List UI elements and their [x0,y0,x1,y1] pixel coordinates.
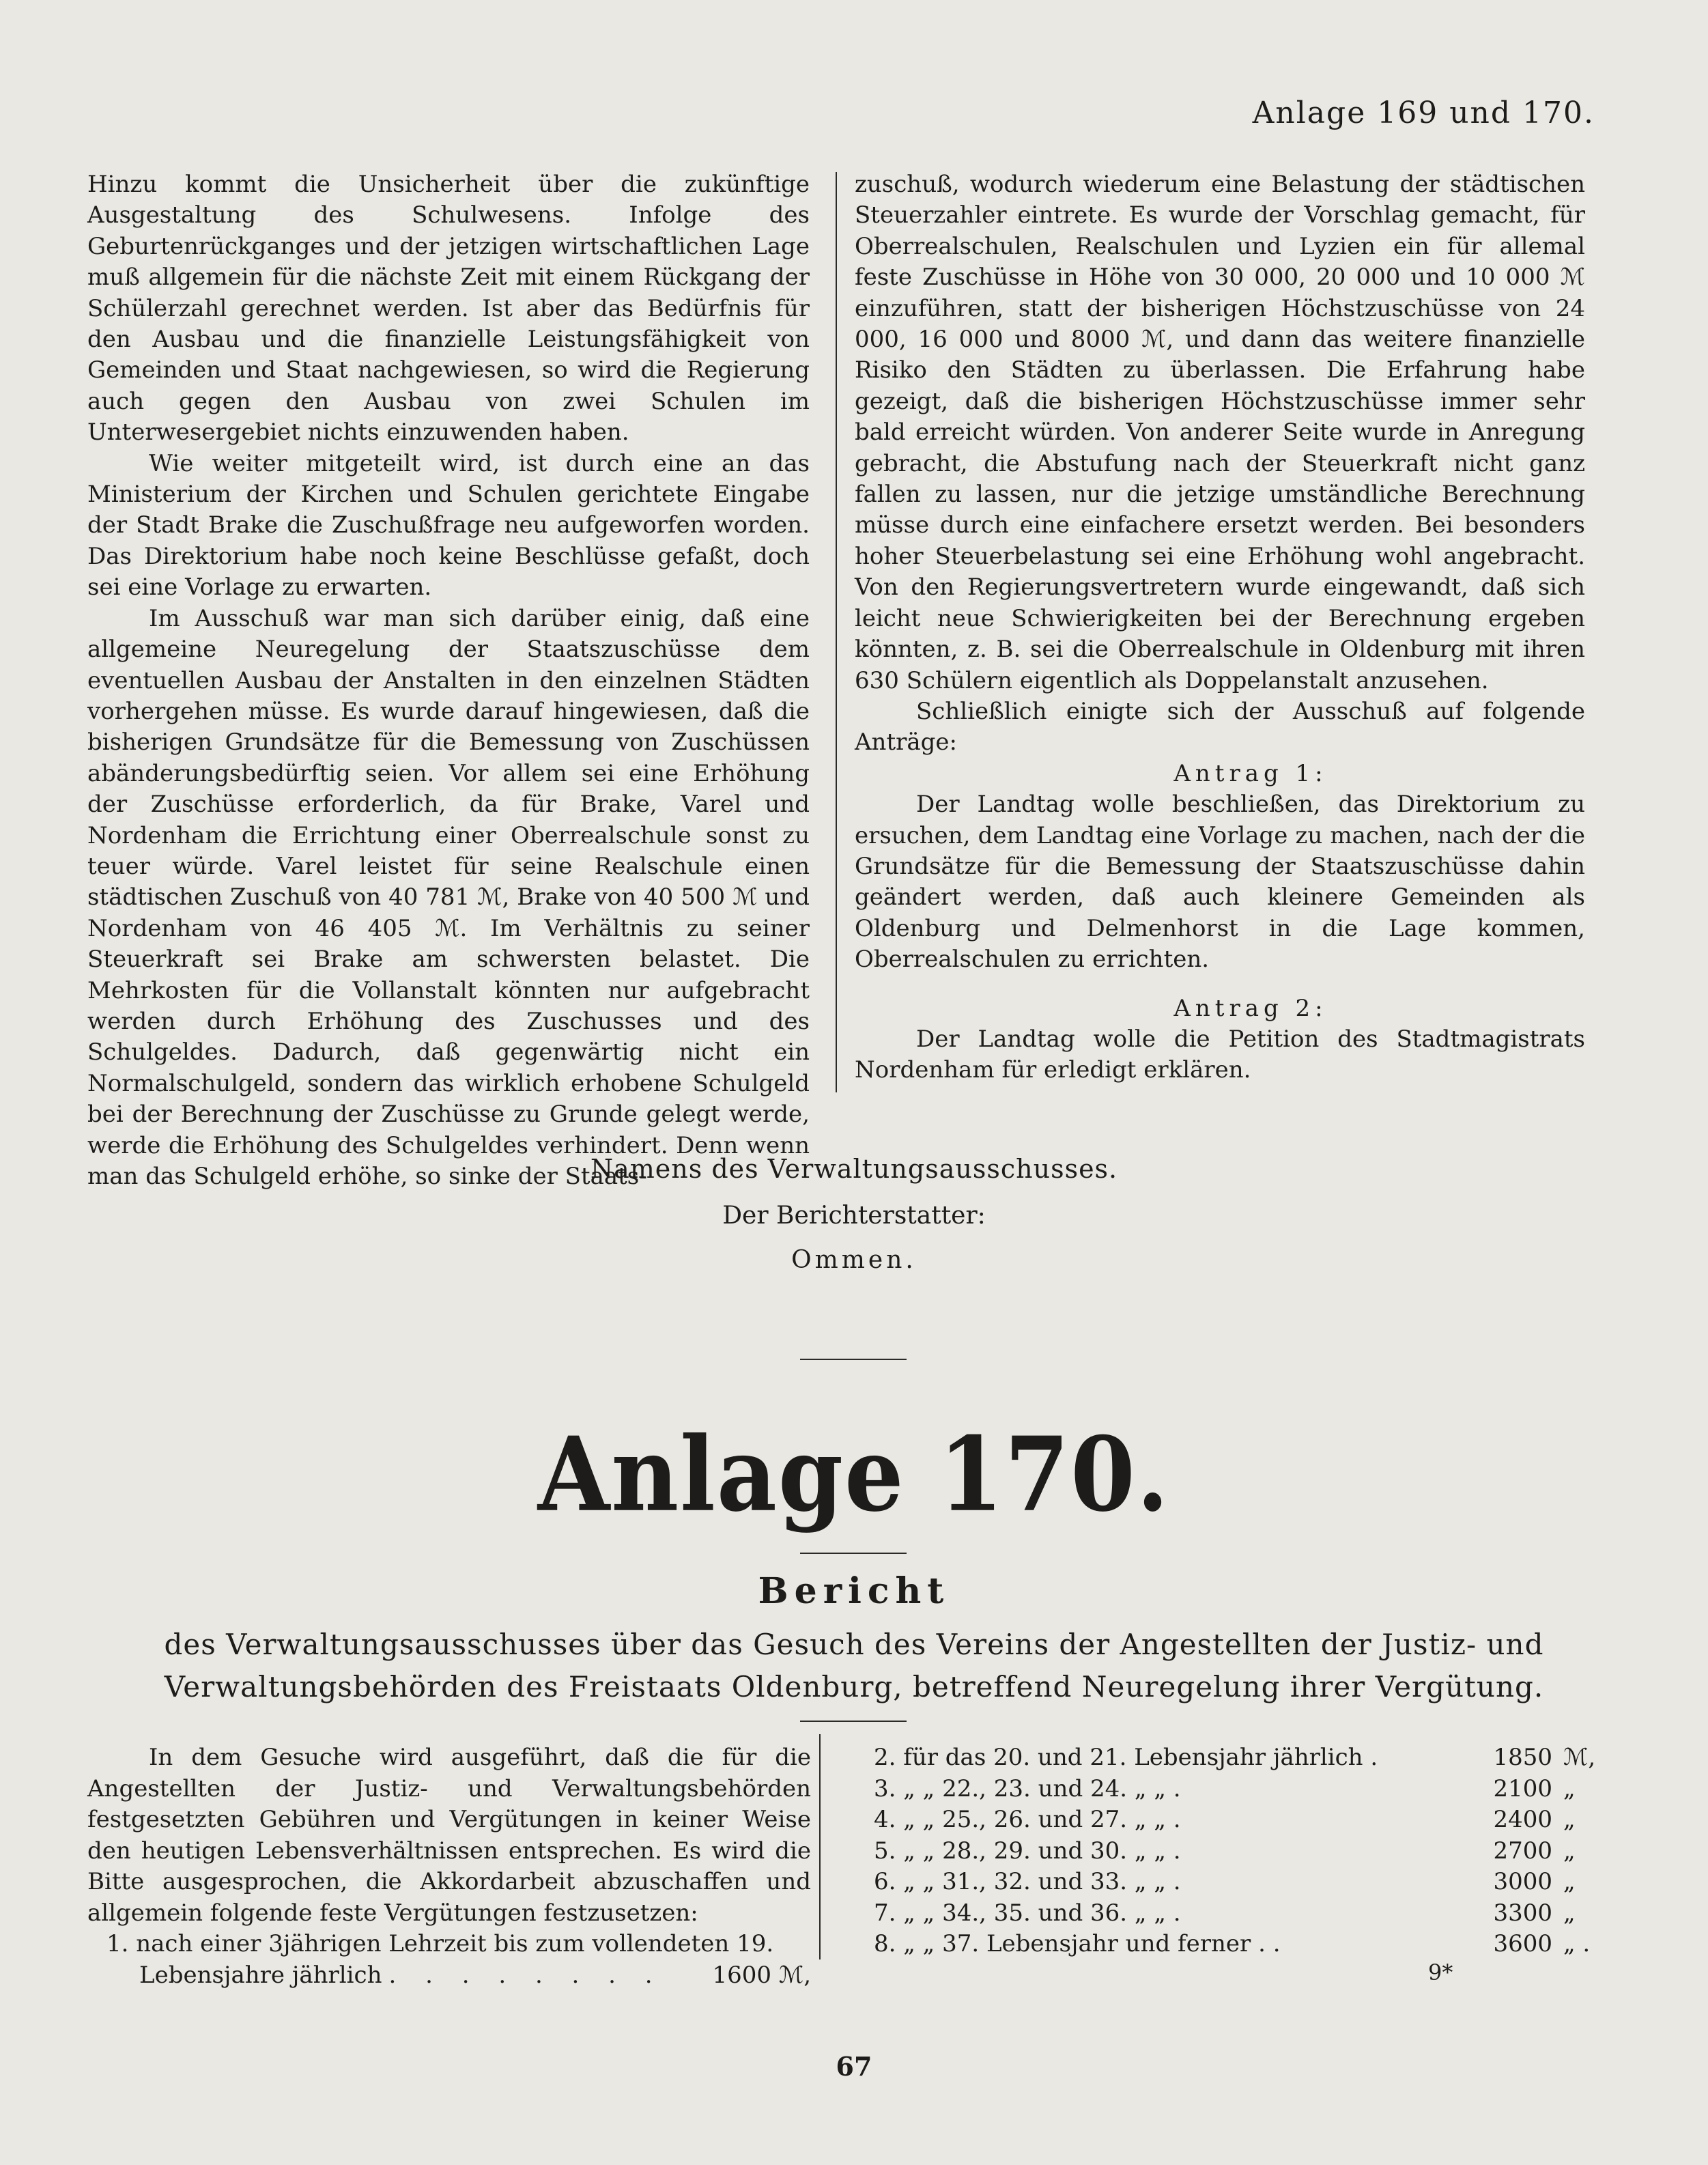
wage-unit: „ [1563,1774,1576,1802]
column-divider [819,1734,821,1959]
wage-item-1-continuation [87,1960,811,1992]
wage-label: 7. „ „ 34., 35. und 36. „ „ . [874,1899,1181,1927]
page-number: 67 [836,2051,872,2082]
wage-label: 4. „ „ 25., 26. und 27. „ „ . [874,1806,1181,1833]
paragraph: Schließlich einigte sich der Ausschuß auf folgende Anträge: [855,697,1585,756]
wage-label: 5. „ „ 28., 29. und 30. „ „ . [874,1837,1181,1865]
wage-amount: 3600 [1493,1930,1552,1957]
intro-paragraph: In dem Gesuche wird ausgeführt, daß die für die Angestellten der Justiz- und Verwaltungsbehörden festgesetzten Gebühren und Vergütungen in keiner Weise den heutigen Lebensverhältnissen entsprechen. Es wird die Bitte ausgesprochen, die Akkordarbeit abzuschaffen und allgemein folgende feste Vergütungen festzusetzen: [87,1744,811,1927]
wage-item-1-label: Lebensjahre jährlich [139,1961,382,1989]
leader-dots: . . . . . . . . [388,1961,664,1989]
wage-label: 3. „ „ 22., 23. und 24. „ „ . [874,1774,1181,1802]
paragraph: zuschuß, wodurch wiederum eine Belastung der städtischen Steuerzahler eintrete. Es wurde der Vorschlag gemacht, für Oberrealschulen, Realschulen und Lyzien ein für allemal feste Zuschüsse in Höhe von 30 000, 20 000 und 10 000 ℳ einzuführen, statt der bisherigen Höchstzuschüsse von 24 000, 16 000 und 8000 ℳ, und dann das weitere finanzielle Risiko den Städten zu überlassen. Die Erfahrung habe gezeigt, daß die bisherigen Höchstzuschüsse immer sehr bald erreicht würden. Von anderer Seite wurde in Anregung gebracht, die Abstufung nach der Steuerkraft nicht ganz fallen zu lassen, nur die jetzige umständliche Berechnung müsse durch eine einfachere ersetzt werden. Bei besonders hoher Steuerbelastung sei eine Erhöhung wohl angebracht. Von den Regierungsvertretern wurde eingewandt, daß sich leicht neue Schwierigkeiten bei der Berechnung ergeben könnten, z. B. sei die Oberrealschule in Oldenburg mit ihren 630 Schülern eigentlich als Doppelanstalt anzusehen. [855,171,1585,694]
paragraph: Wie weiter mitgeteilt wird, ist durch eine an das Ministerium der Kirchen und Schulen gerichtete Eingabe der Stadt Brake die Zuschußfrage neu aufgeworfen worden. Das Direktorium habe noch keine Beschlüsse gefaßt, doch sei eine Vorlage zu erwarten. [87,449,810,602]
wage-row [874,1898,1597,1929]
signature-name: Ommen. [791,1246,917,1274]
wage-unit: „ [1563,1806,1576,1833]
section-separator [800,1359,907,1360]
motion-2-heading: Antrag 2: [1173,994,1328,1022]
wage-label: 6. „ „ 31., 32. und 33. „ „ . [874,1868,1181,1895]
wage-label: 8. „ „ 37. Lebensjahr und ferner . . [874,1930,1281,1957]
motion-2-text: Der Landtag wolle die Petition des Stadtmagistrats Nordenham für erledigt erklären. [855,1025,1585,1084]
wage-row [874,1774,1597,1805]
wage-amount: 3300 [1493,1899,1552,1927]
wage-unit: „ [1563,1868,1576,1895]
wage-row [874,1836,1597,1867]
printer-signature-mark: 9* [1428,1959,1453,1985]
paragraph: Im Ausschuß war man sich darüber einig, daß eine allgemeine Neuregelung der Staatszuschüsse dem eventuellen Ausbau der Anstalten in den einzelnen Städten vorhergehen müsse. Es wurde darauf hingewiesen, daß die bisherigen Grundsätze für die Bemessung von Zuschüssen abänderungsbedürftig seien. Vor allem sei eine Erhöhung der Zuschüsse erforderlich, da für Brake, Varel und Nordenham die Errichtung einer Oberrealschule sonst zu teuer würde. Varel leistet für seine Realschule einen städtischen Zuschuß von 40 781 ℳ, Brake von 40 500 ℳ und Nordenham von 46 405 ℳ. Im Verhältnis zu seiner Steuerkraft sei Brake am schwersten belastet. Die Mehrkosten für die Vollanstalt könnten nur aufgebracht werden durch Erhöhung des Zuschusses und des Schulgeldes. Dadurch, daß gegenwärtig nicht ein Normalschulgeld, sondern das wirklich erhobene Schulgeld bei der Berechnung der Zuschüsse zu Grunde gelegt werde, werde die Erhöhung des Schulgeldes verhindert. Denn wenn man das Schulgeld erhöhe, so sinke der Staats- [87,604,810,1190]
annex-title: Anlage 170. [537,1415,1171,1535]
report-heading: Bericht [758,1570,950,1612]
report-169-right-column [855,169,1585,1086]
running-head: Anlage 169 und 170. [1252,96,1595,130]
wage-amount: 2100 [1493,1774,1552,1802]
wage-list [874,1742,1597,1960]
wage-amount: 3000 [1493,1868,1552,1895]
wage-item-1-amount: 1600 ℳ, [712,1961,811,1989]
title-rule [800,1553,907,1554]
motion-1-text: Der Landtag wolle beschließen, das Direktorium zu ersuchen, dem Landtag eine Vorlage zu machen, nach der die Grundsätze für die Bemessung der Staatszuschüsse dahin geändert werden, daß auch kleinere Gemeinden als Oldenburg und Delmenhorst in die Lage kommen, Oberrealschulen zu errichten. [855,791,1585,974]
wage-label: 2. für das 20. und 21. Lebensjahr jährlich . [874,1744,1378,1771]
wage-row [874,1742,1597,1774]
wage-row [874,1929,1597,1960]
wage-amount: 2400 [1493,1806,1552,1833]
wage-unit: „ [1563,1899,1576,1927]
paragraph: Hinzu kommt die Unsicherheit über die zukünftige Ausgestaltung des Schulwesens. Infolge des Geburtenrückganges und der jetzigen wirtschaftlichen Lage muß allgemein für die nächste Zeit mit einem Rückgang der Schülerzahl gerechnet werden. Ist aber das Bedürfnis für den Ausbau und die finanzielle Leistungsfähigkeit von Gemeinden und Staat nachgewiesen, so wird die Regierung auch gegen den Ausbau von zwei Schulen im Unterwesergebiet nichts einzuwenden haben. [87,171,810,447]
signature-role: Der Berichterstatter: [722,1202,986,1230]
wage-amount: 1850 [1493,1744,1552,1771]
signature-committee: Namens des Verwaltungsausschusses. [590,1154,1118,1184]
wage-unit: „ [1563,1837,1576,1865]
column-divider [836,172,837,1092]
wage-amount: 2700 [1493,1837,1552,1865]
subject-rule [800,1721,907,1722]
wage-unit: „ . [1563,1930,1591,1957]
wage-row [874,1867,1597,1898]
report-169-left-column [87,169,810,1192]
wage-item-1: 1. nach einer 3jährigen Lehrzeit bis zum vollendeten 19. [106,1930,774,1957]
report-subject: des Verwaltungsausschusses über das Gesuch des Vereins der Angestellten der Justiz- und Verwaltungsbehörden des Freistaats Oldenburg, betreffend Neuregelung ihrer Vergütung. [164,1628,1544,1703]
wage-row [874,1805,1597,1836]
wage-unit: ℳ, [1563,1744,1596,1771]
motion-1-heading: Antrag 1: [1173,759,1328,787]
annex-170-left-column [87,1742,811,1991]
